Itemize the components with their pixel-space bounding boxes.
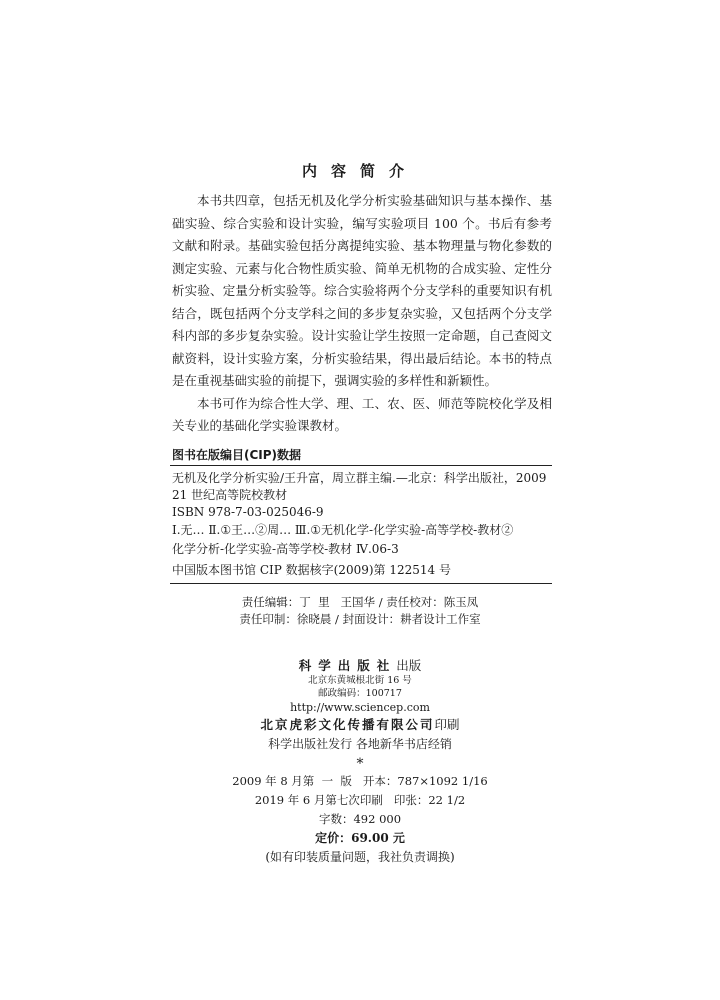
word-count: 字数：492 000 (318, 812, 402, 826)
cip-line: 无机及化学分析实验/王升富，周立群主编.—北京：科学出版社，2009 (172, 471, 547, 485)
cip-line: 化学分析-化学实验-高等学校-教材 Ⅳ.06-3 (172, 542, 399, 556)
cip-record-number (172, 562, 552, 579)
publisher-line (0, 656, 720, 674)
publisher-block (0, 656, 720, 771)
cip-line: ISBN 978-7-03-025046-9 (172, 505, 324, 519)
quality-note: (如有印装质量问题，我社负责调换) (265, 850, 455, 864)
cip-line: 中国版本图书馆 CIP 数据核字(2009)第 122514 号 (172, 563, 451, 577)
summary-title: 内容简介 (301, 162, 418, 180)
separator-star: * (356, 756, 364, 772)
cip-bottom-rule (170, 583, 552, 584)
summary-body (172, 190, 552, 438)
printer-suffix: 印刷 (434, 717, 460, 732)
cip-line: 21 世纪高等院校教材 (172, 488, 288, 502)
printing-line: 2019 年 6 月第七次印刷 印张：22 1/2 (254, 793, 466, 807)
cip-top-rule (170, 465, 552, 466)
printer-name: 北京虎彩文化传播有限公司 (260, 717, 435, 732)
publisher-url: http://www.sciencep.com (290, 701, 430, 714)
publisher-address: 北京东黄城根北街 16 号 (308, 675, 412, 686)
credits-line: 责任编辑：丁 里 王国华 / 责任校对：陈玉凤 (241, 595, 479, 609)
publisher-name: 科学出版社 (298, 658, 397, 673)
publisher-postcode: 邮政编码：100717 (318, 688, 402, 699)
cip-classification (172, 521, 552, 559)
edition-line: 2009 年 8 月第 一 版 开本：787×1092 1/16 (232, 774, 488, 788)
summary-paragraph: 本书可作为综合性大学、理、工、农、医、师范等院校化学及相关专业的基础化学实验课教材。 (172, 395, 552, 433)
price: 定价：69.00 元 (315, 831, 405, 845)
publisher-suffix: 出版 (396, 658, 422, 673)
credits-line: 责任印制：徐晓晨 / 封面设计：耕者设计工作室 (239, 612, 481, 626)
printer-line (0, 715, 720, 733)
distribution: 科学出版社发行 各地新华书店经销 (268, 737, 452, 751)
cip-bibliographic-record (172, 470, 552, 521)
print-specs (0, 772, 720, 867)
cip-line: Ⅰ.无… Ⅱ.①王…②周… Ⅲ.①无机化学-化学实验-高等学校-教材② (172, 523, 514, 537)
editorial-credits (0, 594, 720, 628)
cip-title: 图书在版编目(CIP)数据 (172, 448, 302, 462)
summary-paragraph: 本书共四章，包括无机及化学分析实验基础知识与基本操作、基础实验、综合实验和设计实验，编写实验项目 100 个。书后有参考文献和附录。基础实验包括分离提纯实验、基本物理量与物化参数的测定实验、元素与化合物性质实验、简单无机物的合成实验、定性分析实验、定量分析实验等。综合实验将两个分支学科的重要知识有机结合，既包括两个分支学科之间的多步复杂实验，又包括两个分支学科内部的多步复杂实验。设计实验让学生按照一定命题，自己查阅文献资料，设计实验方案，分析实验结果，得出最后结论。本书的特点是在重视基础实验的前提下，强调实验的多样性和新颖性。 (172, 193, 552, 388)
